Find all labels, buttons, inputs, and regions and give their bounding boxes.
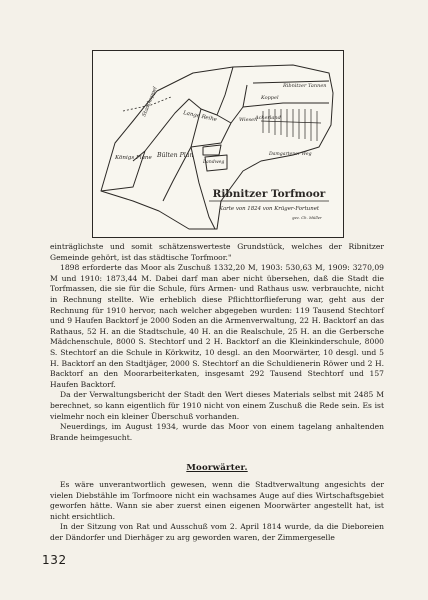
map-subtitle: Karte von 1824 von Krüger-Fortunet [218,206,320,212]
section-heading-text: Moorwärter. [186,463,248,473]
paragraph-1898: 1898 erforderte das Moor als Zuschuß 1332,20 M, 1903: 530,63 M, 1909: 3270,09 M und 1910: 1873,44 M. Dabei darf man aber nicht übersehen, daß die Stadt die Torfmassen, die sie für die Schule, fürs Armen- und Rathaus usw. verbrauchte, nicht in Rechnung stellte. Wie erheblich diese Pflichttorflieferung war, geht aus der Rechnung für 1910 hervor, nach welcher abgegeben wurden: 119 Tausend Stechtorf und 9 Haufen Backtorf je 2000 Soden an die Armenverwaltung, 22 H. Backtorf an das Rathaus, 52 H. an die Stadtschule, 40 H. an die Realschule, 25 H. an die Gerbersche Mädchenschule, 8000 S. Stechtorf und 2 H. Backtorf an die Kleinkinderschule, 8000 S. Stechtorf an die Schule in Körkwitz, 10 desgl. an den Moorwärter, 10 desgl. und 5 H. Backtorf an den Stadtjäger, 2000 S. Stechtorf an die Schuldienerin Röwer und 2 H. Backtorf an den Moorarbeiterkaten, insgesamt 292 Tausend Stechtorf und 157 Haufen Backtorf. [50,263,384,389]
map-figure [92,50,344,238]
paragraph-verwaltungsbericht: Da der Verwaltungsbericht der Stadt den Wert dieses Materials selbst mit 2485 M berechnet, so kann eigentlich für 1910 nicht von einem Zuschuß die Rede sein. Es ist vielmehr noch ein kleiner Überschuß vorhanden. [50,390,384,421]
section-heading [50,463,384,473]
map-title: Ribnitzer Torfmoor [212,188,326,200]
map-label-buelten-plan: Bülten Plan [157,152,194,159]
map-label-landweg: Landweg [203,160,225,165]
page-number: 132 [42,553,67,567]
map-label-wiesen: Wiesen [239,117,258,123]
main-text [50,242,384,443]
paragraph-sitzung: In der Sitzung von Rat und Ausschuß vom 2. April 1814 wurde, da die Dieboreien der Dändorfer und Dierhäger zu arg geworden waren, der Zimmergeselle [50,522,384,542]
paragraph-brand: Neuerdings, im August 1934, wurde das Moor von einem tagelang anhaltenden Brande heimgesucht. [50,422,384,442]
map-credit: gez. Ch. Müller [292,215,322,220]
paragraph-moorwaerter: Es wäre unverantwortlich gewesen, wenn die Stadtverwaltung angesichts der vielen Diebstähle im Torfmoore nicht ein wachsames Auge auf dies Wirtschaftsgebiet geworfen hätte. Wann sie aber zuerst einen eigenen Moorwärter angestellt hat, ist nicht ersichtlich. [50,480,384,521]
map-label-koppel: Koppel [261,95,279,101]
map-label-damgartener: Damgartener Weg [269,152,312,157]
paragraph-continuation: einträglichste und somit schätzenswerteste Grundstück, welches der Ribnitzer Gemeinde gehört, ist das städtische Torfmoor." [50,242,384,262]
map-drawing [93,51,343,237]
map-label-ackerland: Ackerland [255,115,281,121]
map-label-ribnitzer-tannen: Ribnitzer Tannen [283,83,327,89]
section-text [50,480,384,544]
map-label-stadtkoppel: Stadtkoppel [141,86,159,118]
map-label-lange-reihe: Lange Reihe [182,110,218,124]
map-label-koenigs-plane: Königs Plane [115,155,152,161]
